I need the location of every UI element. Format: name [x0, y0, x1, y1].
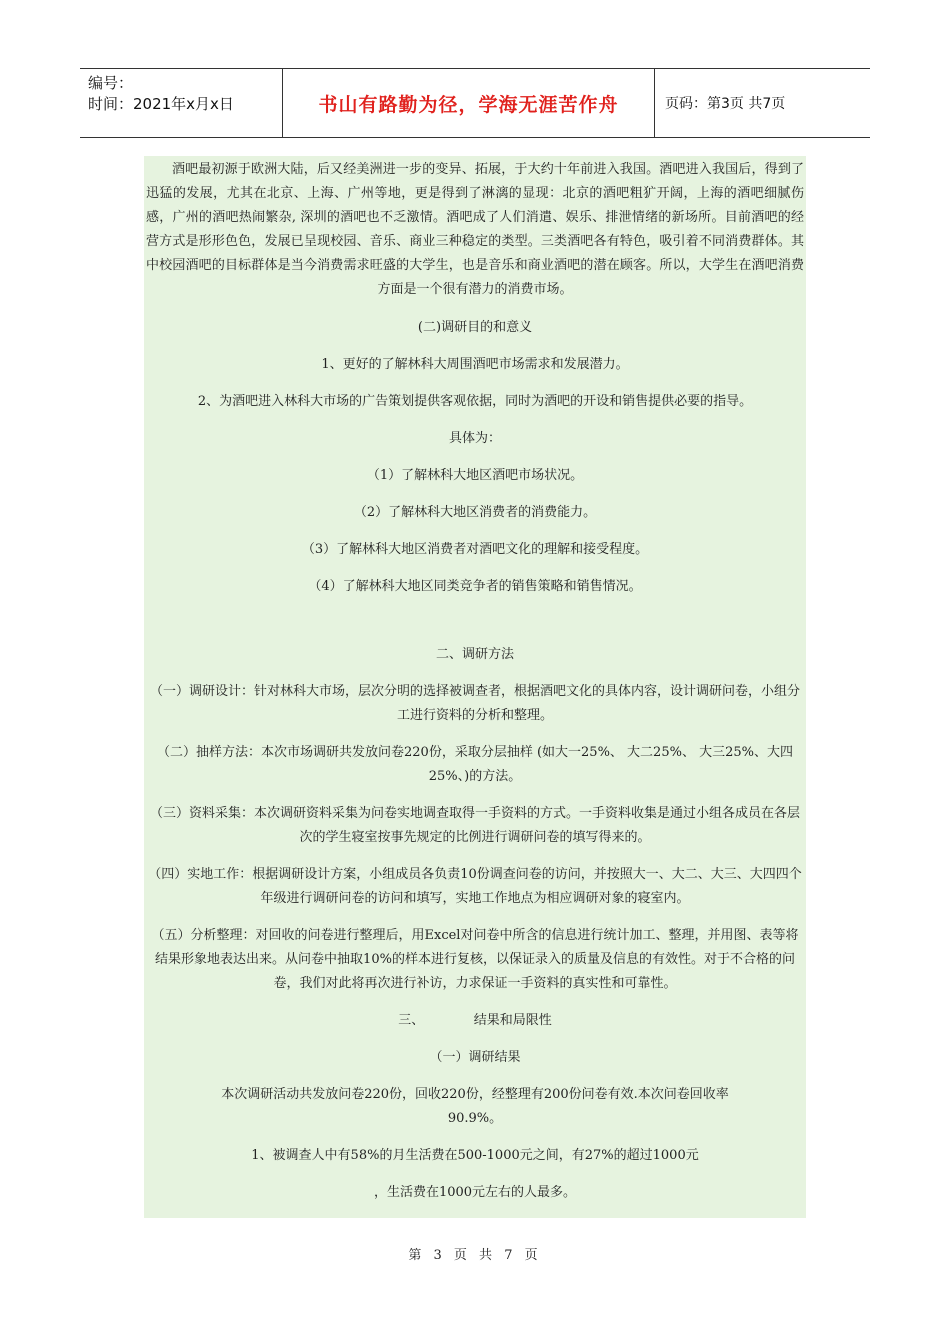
method-item: （五）分析整理：对回收的问卷进行整理后，用Excel对问卷中所含的信息进行统计加工、整理，并用图、表等将结果形象地表达出来。从问卷中抽取10%的样本进行复核，以保证录入的质量及信息的有效性。对于不合格的问卷，我们对此将再次进行补访，力求保证一手资料的真实性和可靠性。	[151, 928, 799, 991]
method-item: （二）抽样方法：本次市场调研共发放问卷220份，采取分层抽样 (如大一25%、 大二25%、 大三25%、大四25%、)的方法。	[157, 745, 793, 784]
purpose-item-1: 1、更好的了解林科大周围酒吧市场需求和发展潜力。	[321, 357, 629, 372]
time-label: 时间：2021年x月x日	[88, 95, 234, 113]
number-label: 编号：	[88, 74, 134, 92]
header-page-label: 页码：第3页 共7页	[665, 96, 786, 112]
specific-item: （2）了解林科大地区消费者的消费能力。	[353, 505, 597, 520]
intro-paragraph: 酒吧最初源于欧洲大陆，后又经美洲进一步的变异、拓展，于大约十年前进入我国。酒吧进入我国后，得到了迅猛的发展，尤其在北京、上海、广州等地，更是得到了淋漓的显现：北京的酒吧粗犷开阔，上海的酒吧细腻伤感，广州的酒吧热闹繁杂, 深圳的酒吧也不乏激情。酒吧成了人们消遣、娱乐、排泄情绪的新场所。目前酒吧的经营方式是形形色色，发展已呈现校园、音乐、商业三种稳定的类型。三类酒吧各有特色，吸引着不同消费群体。其中校园酒吧的目标群体是当今消费需求旺盛的大学生，也是音乐和商业酒吧的潜在顾客。所以，大学生在酒吧消费方面是一个很有潜力的消费市场。	[146, 162, 804, 297]
specific-label: 具体为：	[448, 431, 501, 446]
page-footer	[0, 1244, 950, 1263]
header-meta	[80, 69, 282, 137]
method-title: 二、调研方法	[435, 647, 514, 662]
specific-item: （1）了解林科大地区酒吧市场状况。	[366, 468, 584, 483]
results-title: 三、 结果和局限性	[398, 1013, 552, 1028]
document-body	[144, 156, 806, 1218]
purpose-item-2: 2、为酒吧进入林科大市场的广告策划提供客观依据，同时为酒吧的开设和销售提供必要的指导。	[197, 394, 753, 409]
page-header	[80, 68, 870, 138]
footer-page-number: 第 3 页 共 7 页	[408, 1248, 542, 1263]
method-item: （四）实地工作：根据调研设计方案，小组成员各负责10份调查问卷的访问，并按照大一、大二、大三、大四四个年级进行调研问卷的访问和填写，实地工作地点为相应调研对象的寝室内。	[148, 867, 802, 906]
results-subtitle: （一）调研结果	[429, 1050, 521, 1065]
results-finding-1-cont: ，生活费在1000元左右的人最多。	[373, 1185, 577, 1200]
results-finding-1: 1、被调查人中有58%的月生活费在500-1000元之间，有27%的超过1000元	[251, 1148, 699, 1163]
specific-item: （4）了解林科大地区同类竞争者的销售策略和销售情况。	[308, 579, 642, 594]
purpose-title: (二)调研目的和意义	[417, 320, 533, 335]
method-item: （三）资料采集：本次调研资料采集为问卷实地调查取得一手资料的方式。一手资料收集是通过小组各成员在各层次的学生寝室按事先规定的比例进行调研问卷的填写得来的。	[149, 806, 800, 845]
specific-item: （3）了解林科大地区消费者对酒吧文化的理解和接受程度。	[301, 542, 649, 557]
results-paragraph: 本次调研活动共发放问卷220份，回收220份，经整理有200份问卷有效.本次问卷回收率90.9%。	[221, 1087, 729, 1126]
header-motto: 书山有路勤为径，学海无涯苦作舟	[282, 69, 655, 137]
method-item: （一）调研设计：针对林科大市场，层次分明的选择被调查者，根据酒吧文化的具体内容，设计调研问卷，小组分工进行资料的分析和整理。	[149, 684, 800, 723]
